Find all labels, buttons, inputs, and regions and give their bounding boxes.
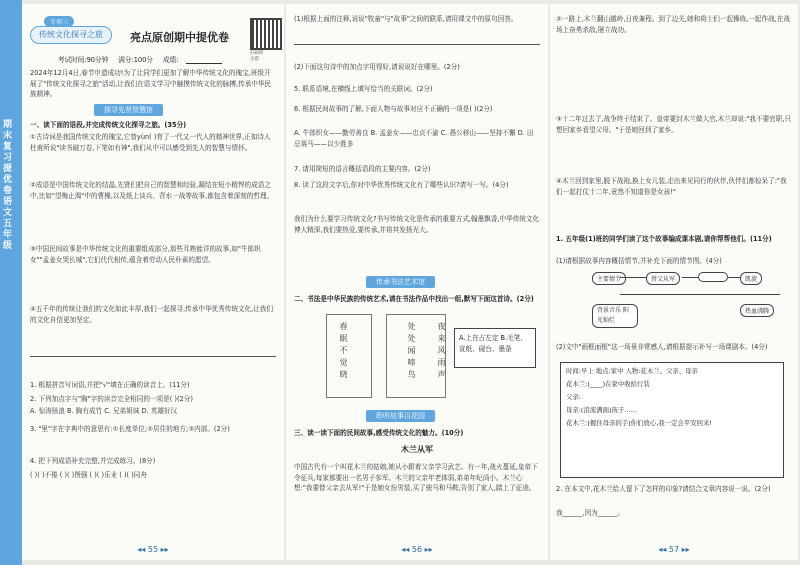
question-9: 二、书法是中华民族的传统艺术,请在书法作品中找出一组,默写下面这首诗。(2分) — [294, 295, 534, 303]
section-banner-calligraphy: 传承书法艺术馆 — [366, 276, 435, 288]
blank-line-row — [30, 346, 276, 356]
paragraph-2: ②成语是中国传统文化的结晶,先贤们把自己的智慧和经验,凝结在短小精悍的成语之中,比如"望梅止渴"中的曹操,以及纸上谈兵、背水一战等故事,都包含着深刻的哲理。 — [30, 181, 274, 200]
flow-node-main: 主要情节 — [592, 272, 626, 285]
story-paragraph-3: ③十二年过去了,战争终于结束了。皇帝要封木兰做大官,木兰却说:"我不要官职,只想回家乡看望父母。"于是她回到了家乡。 — [556, 115, 792, 134]
page-57 — [550, 4, 798, 560]
flow-line-3 — [728, 277, 740, 278]
flow-line-2 — [682, 277, 698, 278]
question-10: 三、读一读下面的民间故事,感受传统文化的魅力。(10分) — [294, 429, 464, 437]
subquestion-2-options: A. 惊涛骇浪 B. 胸有成竹 C. 兄弟姐妹 D. 英雄好汉 — [30, 407, 178, 415]
exam-time: 考试时间:90分钟 — [58, 56, 109, 64]
subquestion-3: 3. "里"字在字典中的意思有:①长度单位;②居住的地方;③内部。(2分) — [30, 425, 230, 433]
calligraphy-mid: 处处闻啼鸟 — [407, 322, 416, 382]
story-text: 中国古代有一个叫花木兰的姑娘,她从小跟着父亲学习武艺。有一年,战火蔓延,皇帝下令征兵,每家都要出一名男子参军。木兰的父亲年老体弱,弟弟年纪尚小。木兰心想:"我要替父亲去从军!"于是她女扮男装,买了骏马和马鞍,告别了家人,踏上了征途。 — [294, 463, 538, 493]
section-banner: 探寻先贤智慧馆 — [94, 104, 163, 116]
intro-paragraph: 2024年12月4日,春节申遗成功!为了让同学们更加了解中华传统文化的瑰宝,班级开展了"传统文化探寻之旅"活动,让我们在语文学习中触摸传统文化的脉搏,传承中华民族精神。 — [30, 69, 272, 99]
page-number: ◂◂ 55 ▸▸ — [137, 545, 169, 554]
script-line-4: 母亲:(泪流满面)孩子…… — [566, 406, 638, 414]
flow-line-1 — [620, 277, 646, 278]
question-6: 6. 根据民间故事的了解,下面人物与故事对应不正确的一项是( )(2分) — [294, 105, 493, 113]
calligraphy-left: 春眠不觉晓 — [339, 322, 348, 382]
reading-paragraph: 我们为什么要学习传统文化?书写传统文化是传承的重要方式,翰墨飘香,中华传统文化博大精深,我们要热爱,要传承,并将其发扬光大。 — [294, 215, 540, 234]
answer-line[interactable] — [30, 346, 276, 357]
exam-score: 满分:100分 — [118, 56, 153, 64]
question-7: 7. 请用简短的语言概括语段的主要内容。(2分) — [294, 165, 431, 173]
flow-node-music: 背景音乐 阳光灿烂 — [592, 304, 638, 328]
paragraph-4: ④五千年的传统让我们的文化如此丰厚,我们一起探寻,传承中华优秀传统文化,让我们的文化自信更加坚定。 — [30, 305, 273, 324]
flow-line-bottom — [620, 294, 780, 295]
exam-result: 成绩: — [163, 56, 179, 64]
qr-code-icon[interactable] — [250, 18, 282, 50]
page-56 — [286, 4, 548, 560]
question-11b: (2)文中"画框面框"这一场景非常感人,请根据提示补写一场课剧本。(4分) — [556, 343, 768, 351]
story-paragraph-2: ②一路上,木兰翻山越岭,日夜兼程。到了边关,她和将士们一起操练,一起作战,在战场上奋勇杀敌,屡立战功。 — [556, 15, 790, 34]
question-8: 8. 读了这段文字后,你对中华优秀传统文化有了哪些认识?请写一写。(4分) — [294, 181, 509, 189]
calligraphy-right: 夜来风雨声 — [437, 322, 446, 382]
flow-node-blank-1[interactable] — [698, 272, 728, 282]
story-title: 木兰从军 — [401, 445, 433, 454]
book-spine — [0, 0, 22, 565]
story-title-wrap — [294, 440, 540, 459]
script-line-2[interactable]: 花木兰:(____)在家中收拾行装 — [566, 380, 650, 388]
page-number: ◂◂ 56 ▸▸ — [401, 545, 433, 554]
script-line-1: 时间:早上 地点:家中 人物:花木兰、父亲、母亲 — [566, 367, 698, 375]
question-11: 1. 五年级(1)班的同学们读了这个故事编成课本剧,请你帮帮他们。(11分) — [556, 235, 772, 243]
tag-chip: 专项三 — [44, 16, 74, 27]
subquestion-1: 1. 根据拼音写词语,并把"√"填在正确的读音上。(11分) — [30, 381, 190, 389]
qr-caption: 扫码听示范 — [250, 51, 264, 62]
question-6-options: A. 牛郎织女——勤劳善良 B. 孟姜女——忠贞不渝 C. 愚公移山——坚持不懈 D. 田忌赛马——以少胜多 — [294, 129, 534, 148]
calligraphy-frame-left — [326, 314, 372, 398]
script-line-5: 花木兰:(握住母亲的手)你们放心,我一定会平安回来! — [566, 419, 712, 427]
flow-node-mood: 热血沸腾 — [740, 304, 774, 317]
question-top-2: (2)下面这句诗中的加点字用得好,请说说好在哪里。(2分) — [294, 63, 460, 71]
question-12-answer[interactable]: 我______,因为______。 — [556, 509, 625, 517]
subquestion-2: 2. 下列加点字与"胸"字的读音完全相同的一项是( )(2分) — [30, 395, 193, 403]
page-title: 亮点原创期中提优卷 — [130, 31, 229, 44]
subquestion-4: 4. 把下列成语补充完整,并完成练习。(8分) — [30, 457, 156, 465]
question-12: 2. 在本文中,花木兰给人留下了怎样的印象?请结合文章内容说一说。(2分) — [556, 485, 771, 493]
script-box — [560, 362, 784, 478]
page-number: ◂◂ 57 ▸▸ — [658, 545, 690, 554]
question-top: (1)根据上面的注释,说说"牧童"与"故事"之间的联系,请用课文中的原句回答。 — [294, 15, 518, 23]
answer-line-top — [294, 34, 540, 45]
exam-meta — [58, 54, 230, 64]
option-box: A.上在占左定 B.毛笔、宣纸、砚台、墨条 — [454, 328, 536, 368]
story-paragraph-4: ④木兰回到家里,脱下战袍,换上女儿装,走出来见同行的伙伴,伙伴们都惊呆了:"我们一起打仗十二年,竟然不知道你是女孩!" — [556, 177, 787, 196]
question-11a: (1)请根据故事内容概括情节,并补充下面的情节图。(4分) — [556, 257, 722, 265]
page-55 — [22, 4, 284, 560]
theme-title: 传统文化探寻之旅 — [30, 26, 112, 44]
paragraph-1: ①古诗词是我国传统文化的瑰宝,它曾yùn( )育了一代又一代人的精神世界,正如诗人杜甫所说"读书破万卷,下笔如有神",我们从中可以感受到先人的智慧与情怀。 — [30, 133, 271, 152]
spine-text: 期末复习提优卷 语文 五年级 — [3, 120, 13, 251]
script-line-3[interactable]: 父亲: — [566, 393, 581, 401]
flow-node-3: 凯旋 — [740, 272, 762, 285]
question-1-title: 一、读下面的语段,并完成传统文化探寻之旅。(35分) — [30, 121, 187, 129]
paragraph-3: ③中国民间故事是中华传统文化的重要组成部分,那些耳熟能详的故事,如"牛郎织女""孟姜女哭长城",它们代代相传,蕴含着劳动人民朴素的愿望。 — [30, 245, 261, 264]
flow-node-1: 替父从军 — [646, 272, 680, 285]
idiom-blanks[interactable]: ( )( )不倦 ( )( )图强 ( )( )乐业 ( )( )同舟 — [30, 471, 147, 479]
result-blank[interactable] — [186, 56, 222, 64]
question-5: 5. 联系语境,在横线上填写恰当的关联词。(2分) — [294, 85, 433, 93]
section-banner-story: 聆听故事百花园 — [366, 410, 435, 422]
